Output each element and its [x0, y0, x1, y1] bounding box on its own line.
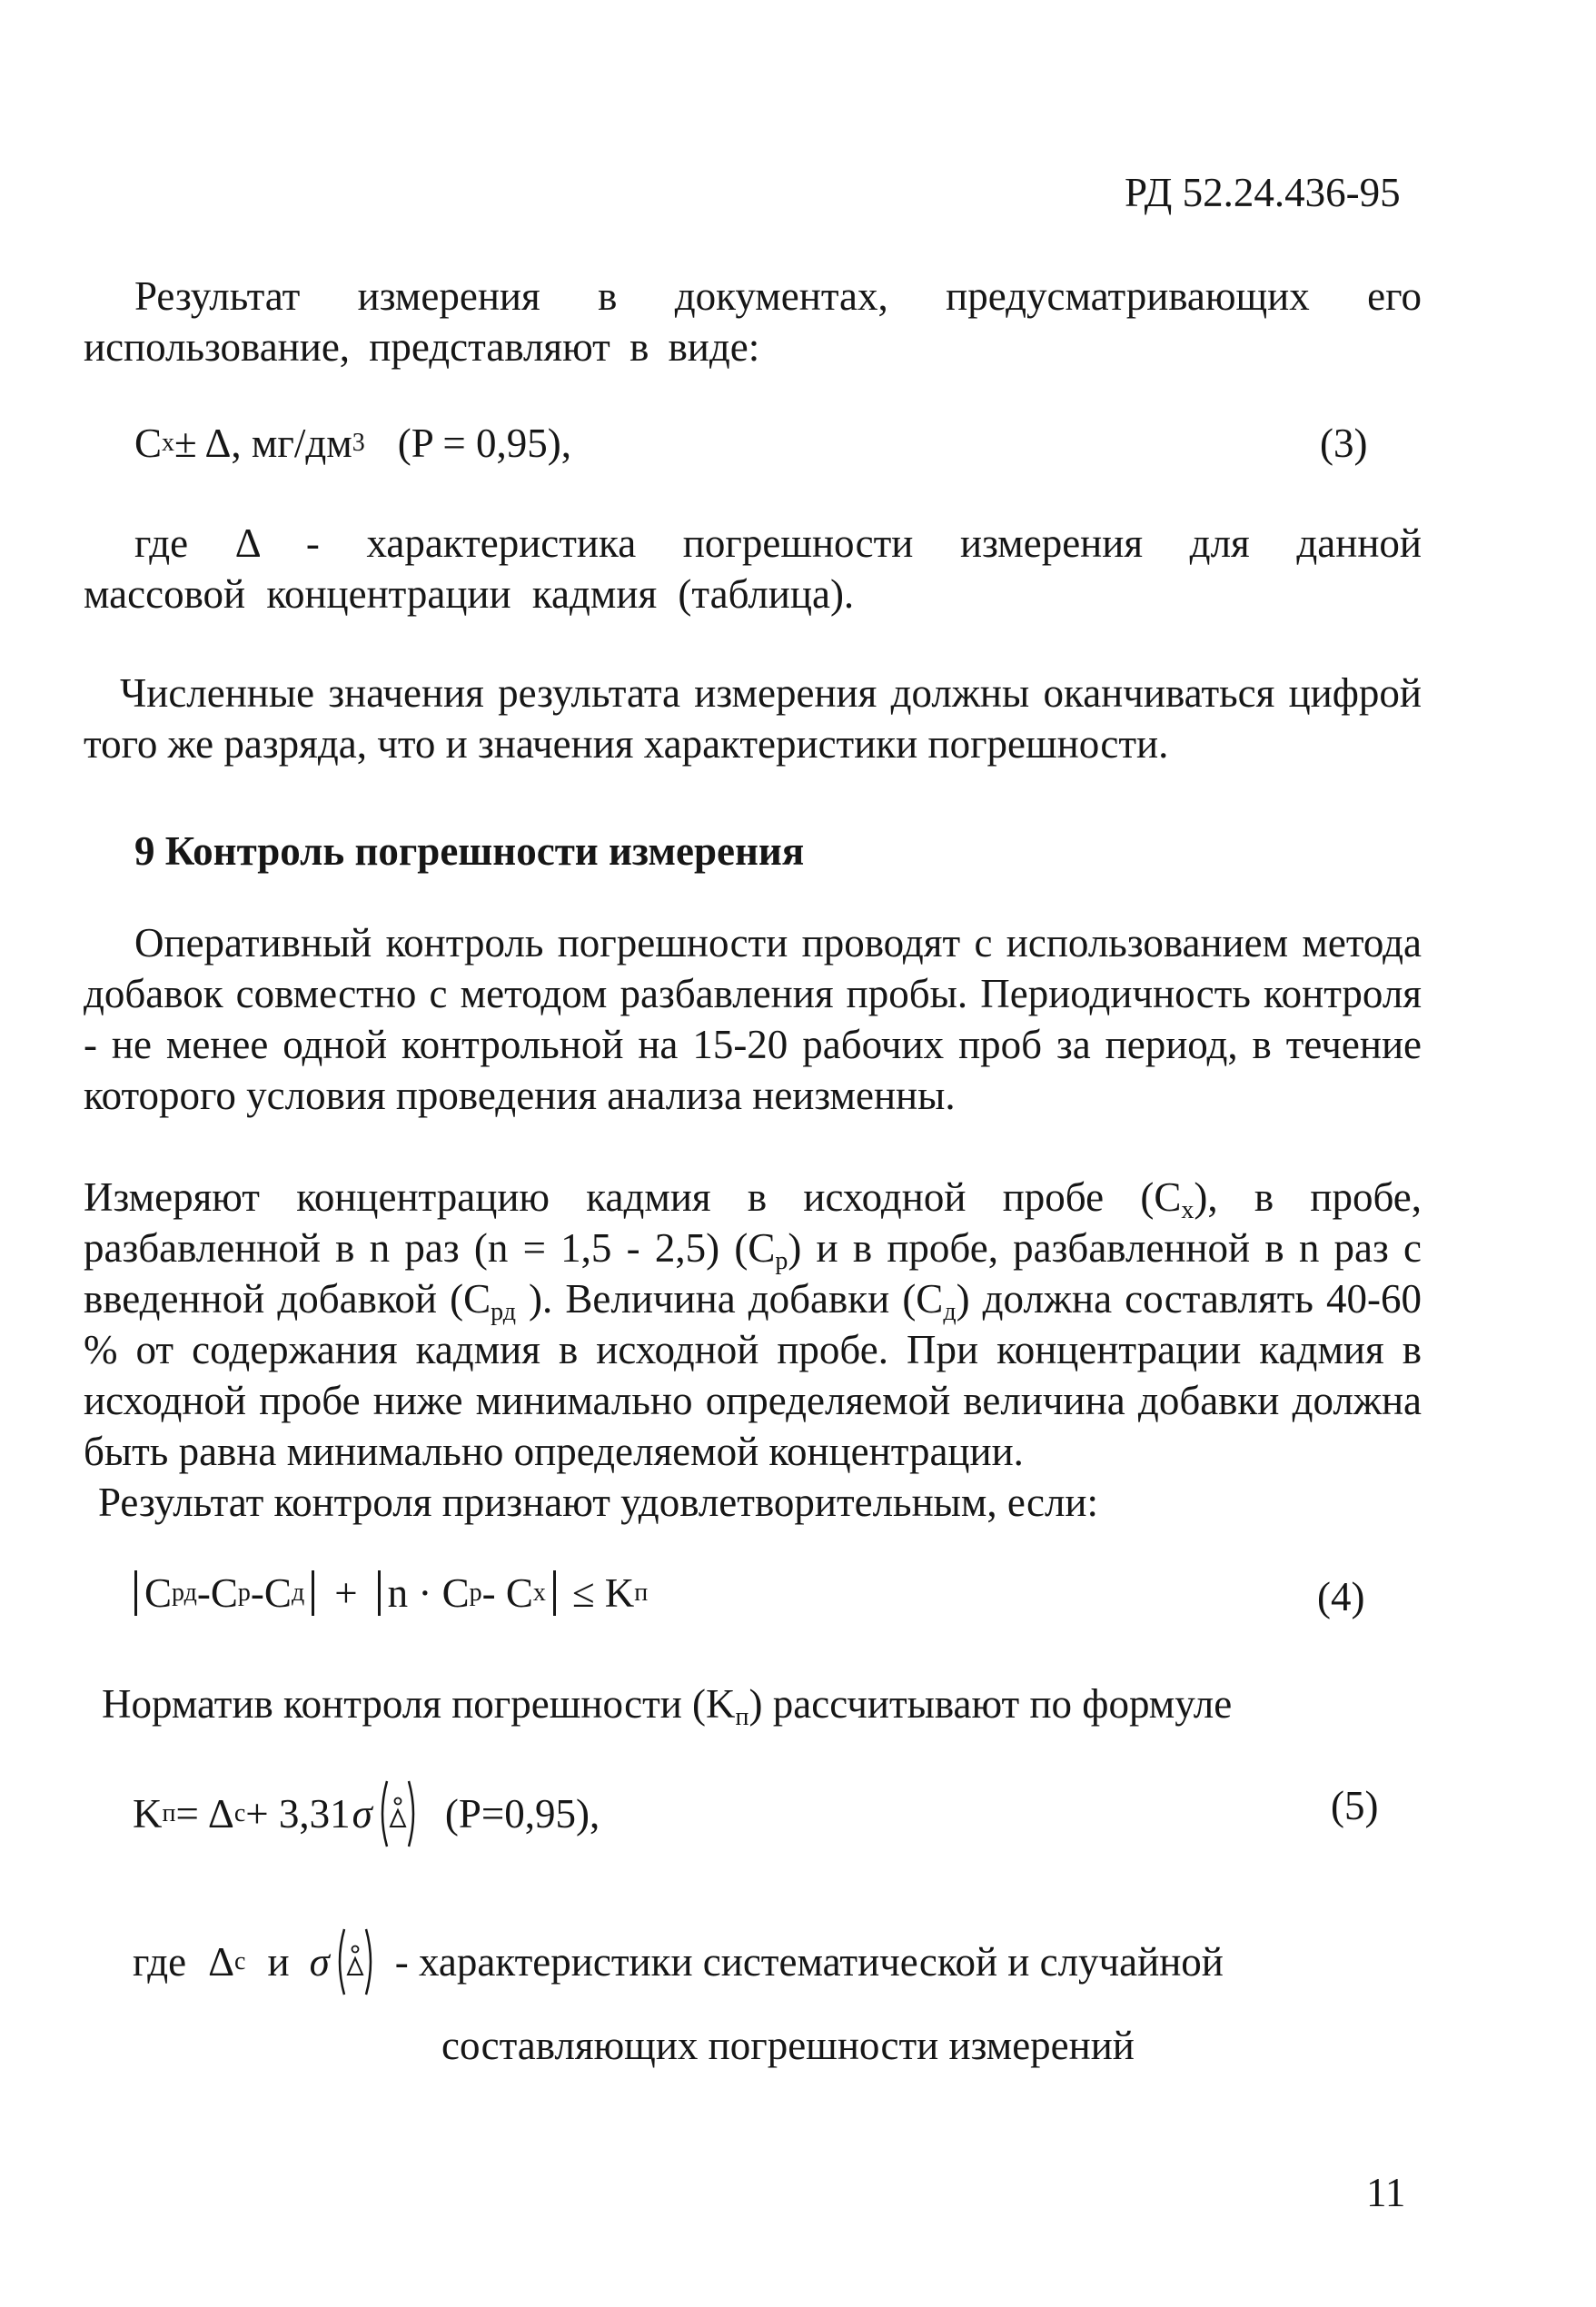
eq5-delta: Δ — [207, 1791, 234, 1837]
para8-text-line-1: - характеристики систематической и случайной — [394, 1939, 1224, 1985]
para8-text-line-2: составляющих погрешности измерений — [441, 2023, 1135, 2068]
section-heading: 9 Контроль погрешности измерения — [134, 828, 805, 874]
para8-random-delta — [333, 1924, 377, 2000]
eq4-minus-2: - — [250, 1570, 264, 1616]
eq4-minus-1: - — [196, 1570, 211, 1616]
abs-bar-4 — [553, 1570, 556, 1616]
eq5-coef: + 3,31 — [245, 1791, 351, 1837]
page-number: 11 — [1366, 2170, 1406, 2215]
eq4-le-k: ≤ K — [571, 1570, 635, 1616]
paragraph-result-format: Результат измерения в документах, предусматривающих его использование, представляют в виде: — [84, 273, 1422, 370]
eq5-k: K — [133, 1791, 163, 1837]
eq4-plus: + — [334, 1570, 358, 1616]
para5-sub-4: д — [943, 1298, 957, 1326]
eq4-c-p: C — [210, 1570, 238, 1616]
para5-text-4: ). Величина добавки (C — [515, 1276, 944, 1322]
eq3-c: C — [134, 421, 163, 466]
equation-4: C рд - C р - C д + n · C р - C x ≤ K п — [127, 1569, 648, 1617]
equation-5: K п = Δ c + 3,31 σ (P=0,95), — [133, 1776, 600, 1852]
eq5-random-delta — [376, 1776, 420, 1852]
paragraph-control-criterion: Результат контроля признают удовлетворительным, если: — [98, 1480, 1098, 1525]
para8-and: и — [267, 1939, 290, 1985]
paragraph-numeric-values: Численные значения результата измерения должны оканчиваться цифрой того же разряда, что и значения характеристики погрешности. — [84, 670, 1422, 767]
abs-bar-3 — [378, 1570, 381, 1616]
eq5-equals: = — [175, 1791, 199, 1837]
para5-text-1: Измеряют концентрацию кадмия в исходной пробе (C — [84, 1174, 1182, 1220]
equation-3: C x ± Δ, мг/дм 3 (P = 0,95), — [134, 421, 571, 466]
para7-sub: п — [735, 1703, 749, 1731]
document-code: РД 52.24.436-95 — [1125, 170, 1401, 215]
para8-delta: Δ — [208, 1939, 235, 1985]
eq3-lhs: ± Δ, мг/дм — [174, 421, 352, 466]
para5-text-2: ), в пробе, разбавленной в n раз (n = 1,5 - 2,5) (C — [84, 1174, 1422, 1271]
eq5-condition: (P=0,95), — [444, 1791, 600, 1837]
eq4-n-cp: n · C — [387, 1570, 470, 1616]
paragraph-operative-control: Оперативный контроль погрешности проводят с использованием метода добавок совместно с методом разбавления пробы. Периодичность контроля - не менее одной контрольной на 15-20 рабочих проб за период, в течение которого условия проведения анализа неизменны. — [84, 920, 1422, 1118]
para8-where: где — [133, 1939, 187, 1985]
para7-text-2: ) рассчитывают по формуле — [748, 1681, 1233, 1727]
para5-sub-2: p — [775, 1247, 788, 1275]
eq4-c-d: C — [263, 1570, 292, 1616]
paren-delta-icon — [376, 1776, 420, 1852]
eq4-minus-cx: - C — [481, 1570, 533, 1616]
paragraph-control-norm — [102, 1678, 1440, 1729]
abs-bar-2 — [312, 1570, 314, 1616]
para7-text-1: Норматив контроля погрешности (K — [102, 1681, 736, 1727]
equation-3-number: (3) — [1320, 421, 1368, 466]
para5-text-5: ) должна составлять 40-60 % от содержания кадмия в исходной пробе. При концентрации кадмия в исходной пробе ниже минимально определяемой величина добавки должна быть равна минимально определяемой концентрации. — [84, 1276, 1422, 1474]
paragraph-delta-definition: где Δ - характеристика погрешности измерения для данной массовой концентрации кадмия (таблица). — [84, 520, 1422, 617]
paragraph-components-definition: где Δ c и σ - характеристики систематической и случайной — [133, 1924, 1224, 2000]
eq4-c-rd: C — [144, 1570, 173, 1616]
equation-4-number: (4) — [1317, 1574, 1365, 1619]
equation-5-number: (5) — [1331, 1783, 1379, 1828]
para8-sigma: σ — [309, 1939, 330, 1985]
eq5-sigma: σ — [352, 1791, 372, 1837]
abs-bar-1 — [134, 1570, 137, 1616]
para5-text-3: ) и в пробе, разбавленной в n раз с введенной добавкой (C — [84, 1225, 1423, 1322]
para5-sub-1: x — [1181, 1196, 1195, 1224]
paragraph-measurement-procedure — [84, 1172, 1422, 1477]
eq3-condition: (P = 0,95), — [397, 421, 571, 466]
paren-delta-icon — [333, 1924, 377, 2000]
para5-sub-3: рд — [491, 1298, 516, 1326]
